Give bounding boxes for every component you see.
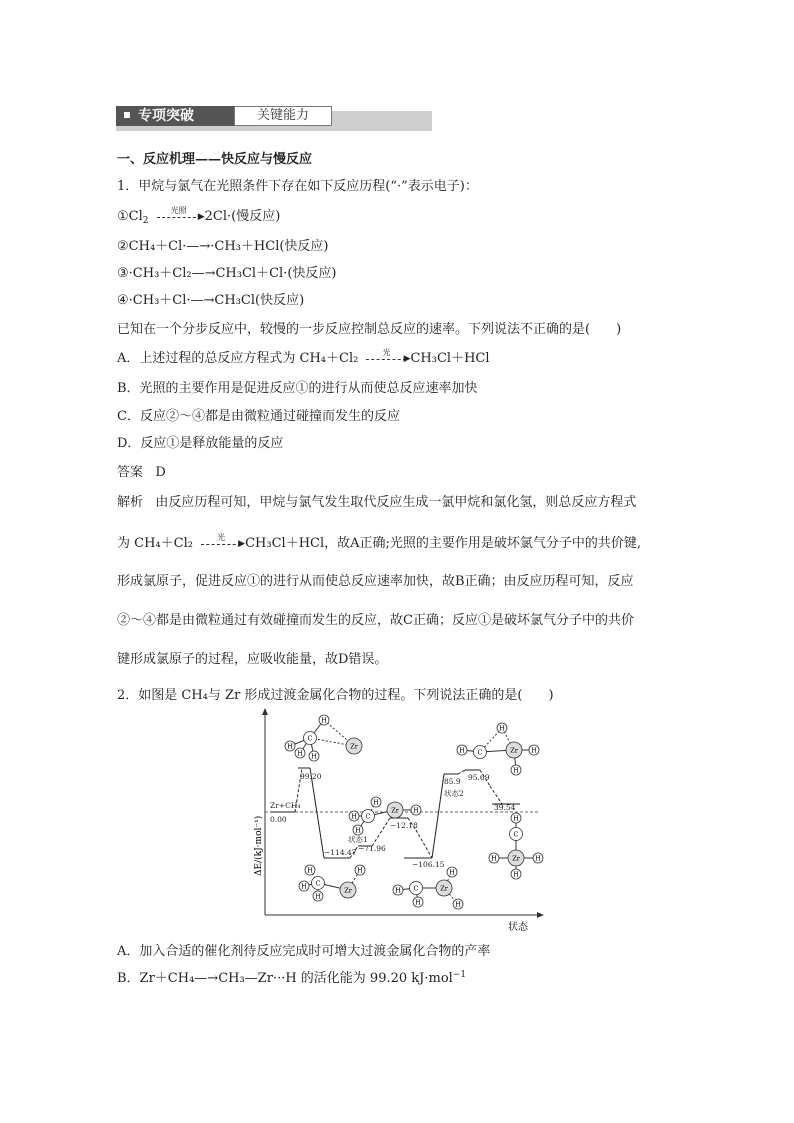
atom-label: H: [531, 746, 537, 755]
atom-label: H: [355, 826, 361, 835]
analysis-line-1: [117, 494, 636, 512]
section-banner: [116, 106, 432, 128]
atom-label: H: [449, 868, 455, 877]
atom-label: H: [373, 798, 379, 807]
q1-option-c: C．反应②～④都是由微粒通过碰撞而发生的反应: [117, 409, 400, 424]
analysis-line-2: [117, 532, 642, 553]
q1-step-1: $①Cl_2$ 光照 ▶ 2Cl·(慢反应): [117, 208, 280, 226]
atom-label: Zr: [350, 742, 358, 751]
molecule-structures: [285, 715, 543, 909]
q1-step-4: ④·CH₃＋Cl·—→CH₃Cl(快反应): [117, 293, 305, 308]
analysis-label: 解析: [117, 495, 144, 510]
q1-option-d: D．反应①是释放能量的反应: [117, 436, 284, 451]
x-axis-label: 状态: [508, 922, 528, 933]
atom-label: H: [357, 866, 363, 875]
option-b-text: B．Zr＋CH₄—→CH₃—Zr···H 的活化能为 99.20 kJ·mol: [117, 971, 453, 986]
atom-label: H: [321, 716, 327, 725]
atom-label: H: [455, 900, 461, 909]
level-label: −106.15: [412, 860, 445, 869]
q1-step-2: ②CH₄＋Cl·—→·CH₃＋HCl(快反应): [117, 239, 329, 254]
connector: [458, 770, 465, 774]
q2-option-b: [117, 970, 466, 988]
atom-label: Zr: [510, 746, 518, 755]
banner-section-label: 专项突破: [138, 108, 194, 124]
atom-label: H: [311, 752, 317, 761]
analysis-text-2a: 为 CH₄＋Cl₂: [117, 536, 193, 551]
analysis-line-5: 键形成氯原子的过程，应吸收能量，故D错误。: [117, 652, 388, 667]
q1-answer: [117, 464, 166, 482]
atom-label: C: [307, 734, 313, 743]
x-axis-arrow-icon: [537, 912, 544, 918]
level-label: −71.96: [358, 844, 386, 853]
state-label: 状态2: [444, 789, 464, 798]
arrow-condition: 光照: [170, 205, 187, 215]
q2-stem: 2．如图是 CH₄与 Zr 形成过渡金属化合物的过程。下列说法正确的是( ): [117, 688, 554, 703]
atom-label: H: [513, 870, 519, 879]
atom-label: C: [315, 879, 321, 888]
connector: [490, 786, 502, 804]
level-label: 95.69: [468, 773, 490, 782]
banner-section-title: [116, 106, 234, 126]
atom-label: Zr: [391, 806, 399, 815]
condition-arrow-icon: 光 ▶: [197, 537, 245, 551]
atom-label: H: [491, 854, 497, 863]
q1-option-a: [117, 347, 490, 368]
option-a-lhs: A．上述过程的总反应方程式为 CH₄＋Cl₂: [117, 351, 359, 366]
q1-step-3: ③·CH₃＋Cl₂—→CH₃Cl＋Cl·(快反应): [117, 266, 337, 281]
atom-label: H: [351, 812, 357, 821]
atom-label: H: [301, 882, 307, 891]
level-label: 85.9: [444, 777, 461, 786]
option-b-sup: −1: [452, 970, 467, 980]
q2-option-a: A．加入合适的催化剂待反应完成时可增大过渡金属化合物的产率: [117, 944, 491, 959]
atom-label: C: [513, 830, 519, 839]
answer-value: D: [155, 465, 166, 480]
analysis-line-4: ②～④都是由微粒通过有效碰撞而发生的反应，故C正确；反应①是破坏氯气分子中的共价: [117, 613, 634, 628]
square-bullet-icon: [124, 112, 130, 118]
condition-arrow-icon: 光 ▶: [362, 352, 410, 366]
atom-label: H: [459, 746, 465, 755]
energy-profile-chart: [240, 708, 550, 936]
atom-label: H: [307, 866, 313, 875]
level-label: 39.54: [494, 803, 516, 812]
level-label: −12.18: [390, 821, 418, 830]
atom-label: H: [315, 892, 321, 901]
option-a-rhs: CH₃Cl＋HCl: [410, 351, 490, 366]
banner-subtitle: 关键能力: [234, 106, 332, 126]
connector: [432, 774, 444, 858]
analysis-line-3: 形成氯原子，促进反应①的进行从而使总反应速率加快，故B正确；由反应历程可知，反应: [117, 574, 634, 589]
step1-rhs: 2Cl·(慢反应): [204, 209, 281, 224]
atom-label: Zr: [512, 854, 520, 863]
atom-label: H: [287, 742, 293, 751]
state-label: 状态1: [348, 835, 368, 844]
y-axis-label: ΔE/(kJ·mol⁻¹): [254, 815, 264, 876]
connector: [416, 830, 432, 858]
atom-label: Zr: [440, 884, 448, 893]
y-axis-arrow-icon: [262, 708, 268, 715]
q1-prompt: 已知在一个分步反应中，较慢的一步反应控制总反应的速率。下列说法不正确的是( ): [117, 322, 622, 337]
atom-label: C: [365, 812, 371, 821]
atom-label: C: [413, 884, 419, 893]
atom-label: H: [413, 806, 419, 815]
analysis-condition: 光: [217, 532, 226, 542]
q1-stem: 1．甲烷与氯气在光照条件下存在如下反应历程(“·”表示电子)：: [117, 179, 478, 194]
atom-label: H: [513, 766, 519, 775]
analysis-text-1: 由反应历程可知，甲烷与氯气发生取代反应生成一氯甲烷和氯化氢，则总反应方程式: [155, 495, 637, 510]
condition-arrow-icon: 光照 ▶: [153, 210, 205, 224]
option-a-condition: 光: [382, 347, 391, 357]
atom-label: H: [415, 898, 421, 907]
atom-label: Zr: [344, 886, 352, 895]
atom-label: C: [477, 748, 483, 757]
section-heading: 一、反应机理——快反应与慢反应: [117, 152, 313, 167]
atom-label: H: [297, 749, 303, 758]
connector: [372, 818, 390, 846]
level-label: 0.00: [270, 815, 287, 824]
atom-label: H: [513, 814, 519, 823]
level-label: 99.20: [300, 772, 322, 781]
atom-label: H: [499, 724, 505, 733]
q1-option-b: B．光照的主要作用是促进反应①的进行从而使总反应速率加快: [117, 381, 478, 396]
level-label: −114.47: [324, 848, 357, 857]
start-label: Zr+CH₄: [270, 801, 301, 810]
atom-label: H: [395, 886, 401, 895]
analysis-text-2b: CH₃Cl＋HCl，故A正确;光照的主要作用是破坏氯气分子中的共价键,: [245, 536, 642, 551]
atom-label: H: [535, 854, 541, 863]
connector: [310, 768, 324, 858]
step1-lhs: ①Cl: [117, 209, 143, 224]
answer-label: 答案: [117, 465, 144, 480]
